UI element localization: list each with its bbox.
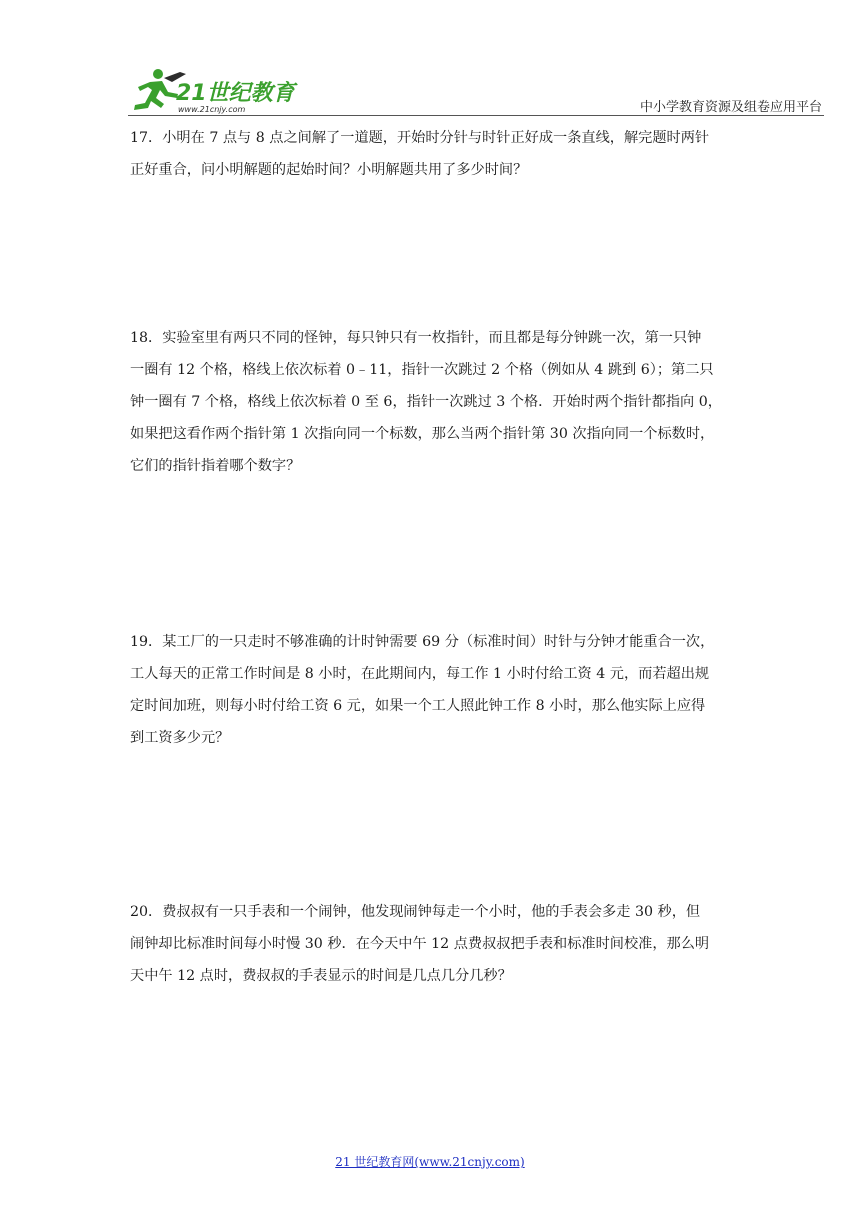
footer-link[interactable]: 21 世纪教育网(www.21cnjy.com) (335, 1155, 525, 1169)
runner-logo-icon (128, 64, 308, 116)
question-20 (130, 896, 730, 992)
logo-text: 21世纪教育 (176, 81, 295, 106)
logo-url: www.21cnjy.com (178, 105, 246, 114)
question-line: 到工资多少元？ (130, 730, 230, 746)
header-rule (128, 115, 824, 116)
question-line: 正好重合，问小明解题的起始时间？小明解题共用了多少时间？ (130, 162, 528, 178)
question-line: 18．实验室里有两只不同的怪钟，每只钟只有一枚指针，而且都是每分钟跳一次，第一只钟 (130, 330, 702, 346)
question-line: 17．小明在 7 点与 8 点之间解了一道题，开始时分针与时针正好成一条直线，解完题时两针 (130, 130, 710, 146)
page-header (0, 0, 860, 120)
question-line: 定时间加班，则每小时付给工资 6 元，如果一个工人照此钟工作 8 小时，那么他实际上应得 (130, 698, 706, 714)
question-line: 天中午 12 点时，费叔叔的手表显示的时间是几点几分几秒？ (130, 968, 512, 984)
question-line: 它们的指针指着哪个数字？ (130, 458, 301, 474)
question-line: 20．费叔叔有一只手表和一个闹钟，他发现闹钟每走一个小时，他的手表会多走 30 秒，但 (130, 904, 701, 920)
question-17 (130, 122, 730, 186)
question-line: 一圈有 12 个格，格线上依次标着 0﹣11，指针一次跳过 2 个格（例如从 4 跳到 6）；第二只 (130, 362, 714, 378)
question-line: 19．某工厂的一只走时不够准确的计时钟需要 69 分（标准时间）时针与分钟才能重合一次， (130, 634, 715, 650)
platform-label: 中小学教育资源及组卷应用平台 (639, 100, 822, 115)
question-line: 工人每天的正常工作时间是 8 小时，在此期间内，每工作 1 小时付给工资 4 元，而若超出规 (130, 666, 710, 682)
site-logo[interactable] (128, 64, 308, 116)
question-line: 如果把这看作两个指针第 1 次指向同一个标数，那么当两个指针第 30 次指向同一个标数时， (130, 426, 715, 442)
question-line: 闹钟却比标准时间每小时慢 30 秒．在今天中午 12 点费叔叔把手表和标准时间校准，那么明 (130, 936, 710, 952)
question-19 (130, 626, 730, 754)
question-line: 钟一圈有 7 个格，格线上依次标着 0 至 6，指针一次跳过 3 个格．开始时两个指针都指向 0， (130, 394, 722, 410)
question-18 (130, 322, 730, 482)
